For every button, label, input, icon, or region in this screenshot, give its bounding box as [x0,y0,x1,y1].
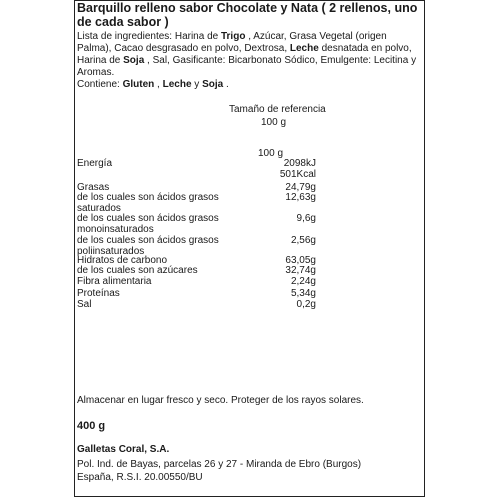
nutrient-label: Fibra alimentaria [77,276,152,287]
contains-text: y [191,79,203,90]
contains-text: . [223,79,229,90]
reference-size-value: 100 g [261,117,287,128]
contains-allergen: Soja [202,79,224,90]
nutrient-value: 32,74g [285,265,316,276]
net-weight: 400 g [77,420,106,432]
nutrient-label: de los cuales son ácidos grasos saturados [77,192,219,214]
ingredient-text: , Sal, Gasificante: Bicarbonato Sódico, Emulgente: Lecitina y Aromas. [77,55,417,78]
company-address: Pol. Ind. de Bayas, parcelas 26 y 27 - Miranda de Ebro (Burgos) [77,459,362,470]
ingredient-text: , Azúcar, Grasa Vegetal (origen Palma), Cacao desgrasado en polvo, Dextrosa, [77,31,387,54]
contains-text: , [154,79,163,90]
nutrient-label: de los cuales son ácidos grasos poliinsaturados [77,235,219,257]
nutrient-label: Hidratos de carbono [77,255,168,266]
company-registry: España, R.S.I. 20.00550/BU [77,472,203,483]
nutrient-label: Proteínas [77,288,120,299]
ingredient-text: Lista de ingredientes: Harina de [77,31,221,42]
nutrient-value: 24,79g [285,182,316,193]
nutrient-value: 0,2g [296,299,316,310]
nutrition-column-header: 100 g [258,148,284,159]
nutrient-value: 2,56g [290,235,316,246]
nutrient-value: 2,24g [290,276,316,287]
nutrient-label: de los cuales son azúcares [77,265,198,276]
ingredient-allergen: Leche [289,43,319,54]
storage-instructions: Almacenar en lugar fresco y seco. Proteger de los rayos solares. [77,395,364,406]
nutrient-label: Energía [77,158,113,169]
nutrient-label: Sal [77,299,92,310]
ingredients-list [77,31,422,79]
company-name: Galletas Coral, S.A. [77,444,170,455]
contains-allergen: Gluten [122,79,155,90]
nutrient-value: 63,05g [285,255,316,266]
ingredient-allergen: Soja [123,55,145,66]
reference-size-label: Tamaño de referencia [229,104,326,115]
ingredient-text: desnatada en polvo, Harina de [77,43,412,66]
contains-allergen: Leche [162,79,192,90]
allergens-line [77,79,422,91]
nutrient-value: 9,6g [296,213,316,224]
nutrient-label: de los cuales son ácidos grasos monoinsaturados [77,213,219,235]
nutrient-value: 2098kJ [283,158,316,169]
nutrient-value: 12,63g [285,192,316,203]
nutrient-value: 501Kcal [279,169,316,180]
nutrient-label: Grasas [77,182,110,193]
ingredient-allergen: Trigo [220,31,246,42]
product-title: Barquillo relleno sabor Chocolate y Nata ( 2 rellenos, uno de cada sabor ) [77,1,418,29]
nutrient-value: 5,34g [290,288,316,299]
contains-text: Contiene: [77,79,123,90]
ingredients-block [77,31,422,91]
